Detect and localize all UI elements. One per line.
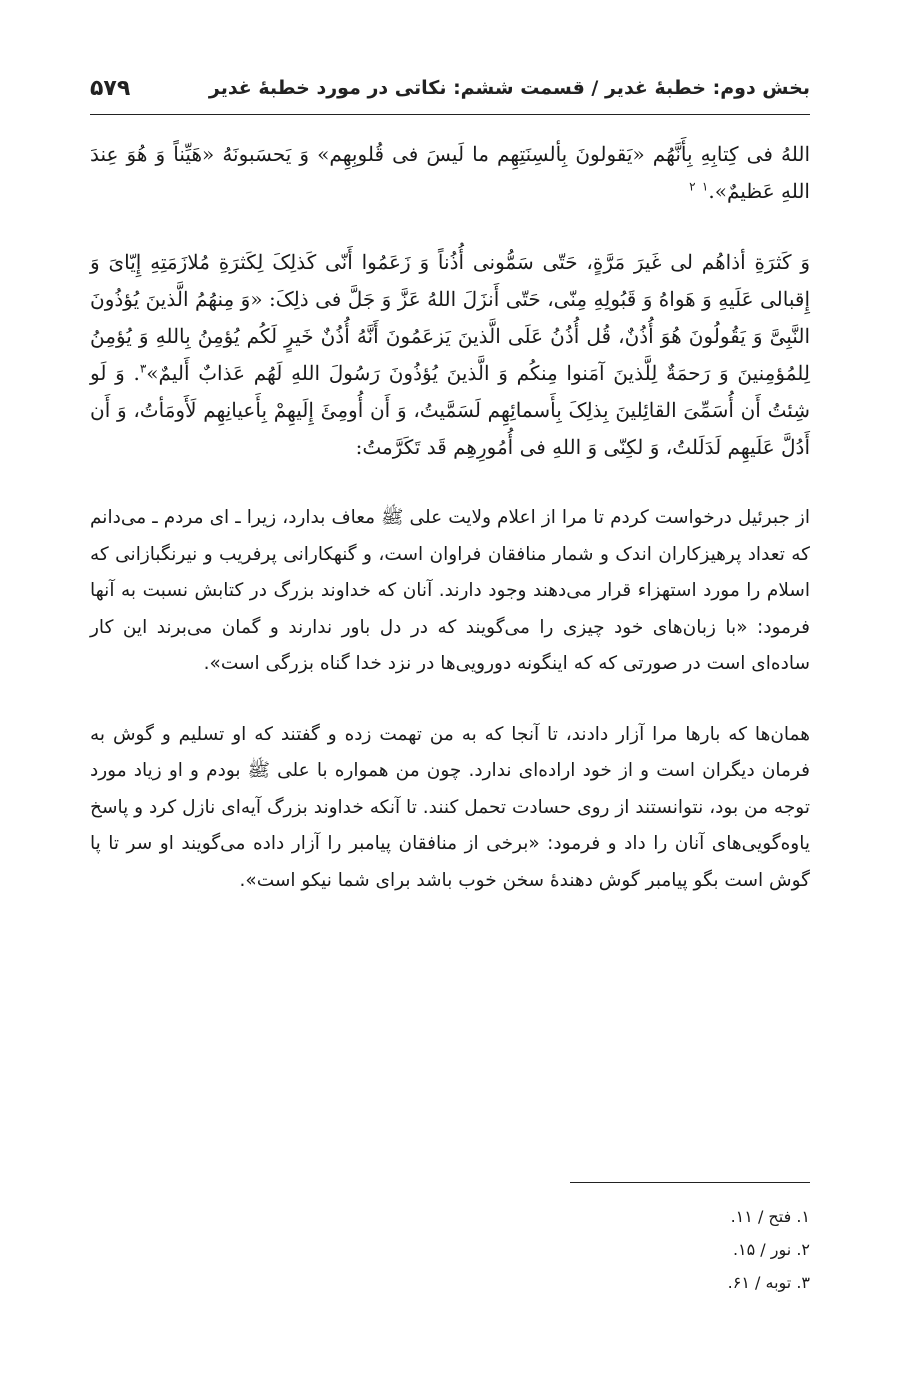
book-page <box>90 0 810 1390</box>
footnote-item: ۳. توبه / ۶۱. <box>727 1273 810 1292</box>
paragraph-text-continued: . وَ لَو شِئتُ أَن أُسَمِّیَ القائِلینَ بِذلِکَ بِأَسمائِهِم لَسَمَّیتُ، وَ أَن أُومِئَ إِلَیهِمْ بِأَعیانِهِم لَأَومَأتُ، وَ أَن أَدُلَّ عَلَیهِم لَدَلَلتُ، وَ لکِنّی وَ اللهِ فی أُمُورِهِم قَد تَکَرَّمتُ: <box>90 361 810 459</box>
header-divider <box>90 114 810 115</box>
footnote-marker: ۱ <box>701 179 709 194</box>
persian-paragraph-2: همان‌ها که بارها مرا آزار دادند، تا آنجا که به من تهمت زده و گفتند که او تسلیم و گوش به فرمان دیگران است و از خود اراده‌ای ندارد. چون من همواره با علی ﷺ بودم و او زیاد مورد توجه من بود، نتوانستند از روی حسادت تحمل کنند. تا آنکه خداوند بزرگ آیه‌ای نازل کرد و پاسخ یاوه‌گویی‌های آنان را داد و فرمود: «برخی از منافقان پیامبر را آزار داده می‌گویند او سر تا پا گوش است بگو پیامبر گوش دهندهٔ سخن خوب باشد برای شما نیکو است». <box>90 723 810 891</box>
page-header <box>90 68 810 108</box>
footnote-marker: ۲ <box>689 179 696 194</box>
arabic-paragraph-1 <box>90 136 810 210</box>
running-title: بخش دوم: خطبهٔ غدیر / قسمت ششم: نکاتی در مورد خطبهٔ غدیر <box>208 77 810 99</box>
footnotes <box>90 1200 810 1299</box>
footnote-item: ۲. نور / ۱۵. <box>732 1240 810 1259</box>
paragraph-text: وَ کَثرَةِ أذاهُم لی غَیرَ مَرَّةٍ، حَتّی سَمُّونی أُذُناً وَ زَعَمُوا أَنّی کَذلِکَ لِکَثرَةِ مُلازَمَتِهِ إِیّایَ وَ إِقبالی عَلَیهِ وَ هَواهُ وَ قَبُولِهِ مِنّی، حَتّی أَنزَلَ اللهُ عَزَّ وَ جَلَّ فی ذلِکَ: «وَ مِنهُمُ الَّذینَ یُؤذُونَ النَّبِیَّ وَ یَقُولُونَ هُوَ أُذُنٌ، قُل أُذُنُ عَلَی الَّذینَ یَزعَمُونَ أَنَّهُ أُذُنٌ خَیرٍ لَکُم یُؤمِنُ بِاللهِ وَ یُؤمِنُ لِلمُؤمِنینَ وَ رَحمَةٌ لِلَّذینَ آمَنوا مِنکُم وَ الَّذینَ یُؤذُونَ رَسُولَ اللهِ لَهُم عَذابٌ أَلیمٌ» <box>90 250 810 385</box>
page-number: ۵۷۹ <box>90 75 131 101</box>
main-text <box>90 136 810 899</box>
paragraph-text: اللهُ فی کِتابِهِ بِأَنَّهُم «یَقولونَ بِألسِنَتِهِم ما لَیسَ فی قُلوبِهِم» وَ یَحسَبونَهُ «هَیِّناً وَ هُوَ عِندَ اللهِ عَظیمٌ». <box>90 142 810 203</box>
footnote-item: ۱. فتح / ۱۱. <box>730 1207 810 1226</box>
footnote-marker: ۳ <box>139 361 147 376</box>
arabic-paragraph-2 <box>90 244 810 466</box>
persian-paragraph-1: از جبرئیل درخواست کردم تا مرا از اعلام ولایت علی ﷺ معاف بدارد، زیرا ـ ای مردم ـ می‌دانم که تعداد پرهیزکاران اندک و شمار منافقان فراوان است، و گنهکارانی پرفریب و نیرنگبازانی که اسلام را مورد استهزاء قرار می‌دهند وجود دارند. آنان که خداوند بزرگ در کتابش نسبت به آنها فرمود: «با زبان‌های خود چیزی را می‌گویند که در دل باور ندارند و گمان می‌برند این کار ساده‌ای است در صورتی که که اینگونه دورویی‌ها در نزد خدا گناه بزرگی است». <box>90 507 810 674</box>
footnote-divider <box>570 1182 810 1183</box>
